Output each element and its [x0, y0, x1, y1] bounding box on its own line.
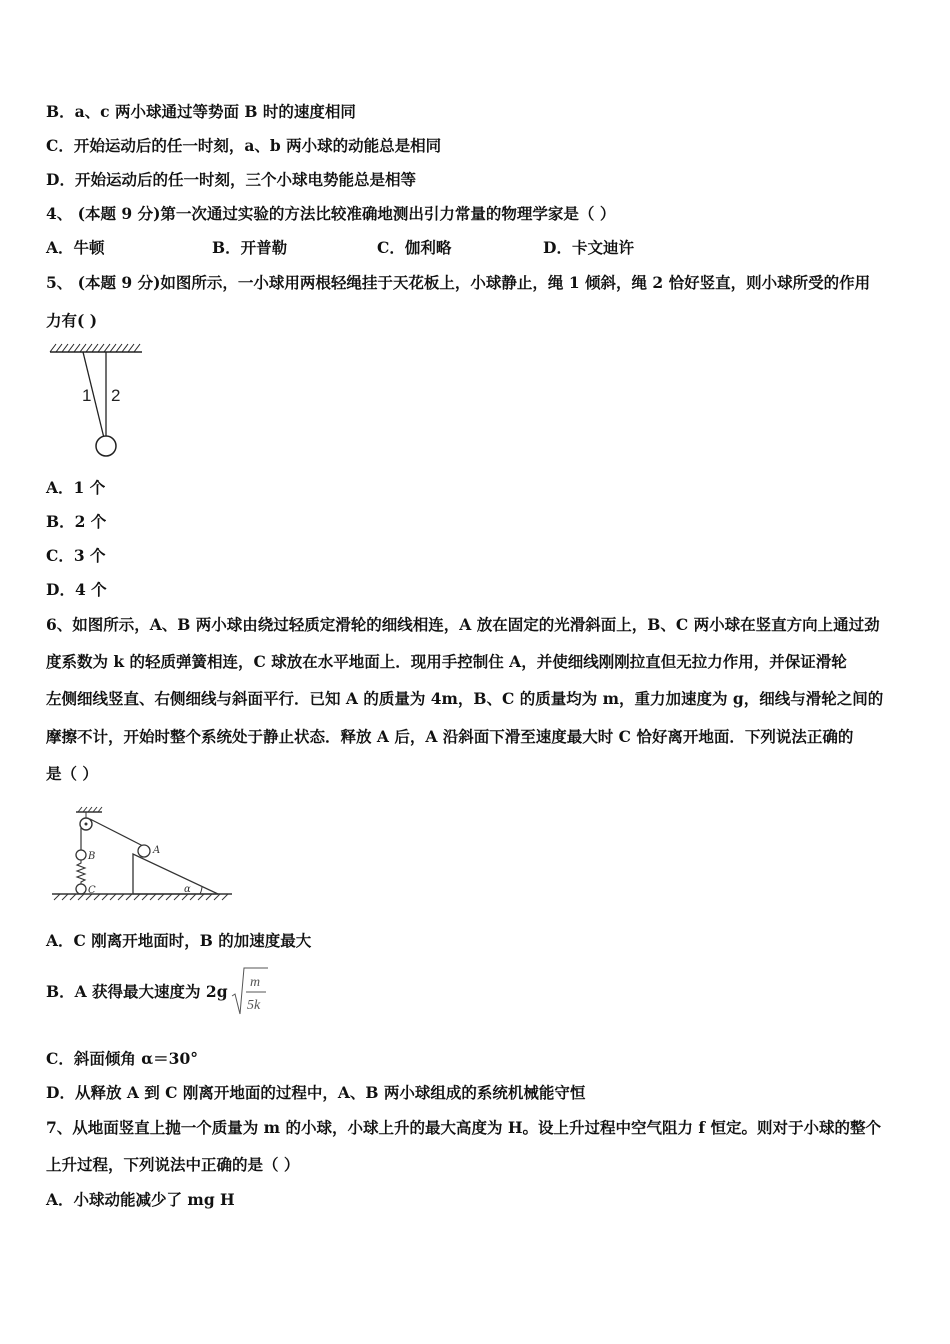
q7-option-a: A．小球动能减少了 mg H	[46, 1190, 235, 1209]
rope-to-a	[90, 819, 143, 846]
q6-option-b-sqrt	[230, 966, 270, 1018]
q3-option-b: B．a、c 两小球通过等势面 B 时的速度相同	[46, 102, 356, 121]
q6-stem-line1: 6、如图所示，A、B 两小球由绕过轻质定滑轮的细线相连，A 放在固定的光滑斜面上，B、C 两小球在竖直方向上通过劲	[46, 615, 880, 634]
pulley-support	[76, 807, 102, 818]
q6-stem-line5: 是（ ）	[46, 764, 98, 783]
q7-stem-line2: 上升过程，下列说法中正确的是（ ）	[46, 1155, 300, 1174]
q3-option-c: C．开始运动后的任一时刻，a、b 两小球的动能总是相同	[46, 136, 442, 155]
q6-option-b	[46, 966, 270, 1018]
q5-stem-line1: 5、 (本题 9 分)如图所示，一小球用两根轻绳挂于天花板上，小球静止，绳 1 倾斜，绳 2 恰好竖直，则小球所受的作用	[46, 273, 871, 292]
q6-option-c: C．斜面倾角 α＝30°	[46, 1049, 198, 1068]
ball-c-label: C	[88, 885, 96, 896]
ball	[96, 436, 116, 456]
q5-option-a: A．1 个	[46, 478, 106, 497]
q4-option-b: B．开普勒	[212, 238, 288, 257]
ball-a-label: A	[153, 845, 161, 856]
q4-stem: 4、 (本题 9 分)第一次通过实验的方法比较准确地测出引力常量的物理学家是（ ）	[46, 204, 616, 223]
q5-stem-line2: 力有( )	[46, 311, 98, 330]
q4-option-a: A．牛顿	[46, 238, 105, 257]
q6-option-a: A．C 刚离开地面时，B 的加速度最大	[46, 931, 312, 950]
q5-figure-hanging-ball	[46, 340, 146, 462]
q5-option-d: D．4 个	[46, 580, 107, 599]
ball-b	[76, 850, 86, 860]
q3-option-d: D．开始运动后的任一时刻，三个小球电势能总是相等	[46, 170, 416, 189]
q6-stem-line2: 度系数为 k 的轻质弹簧相连，C 球放在水平地面上．现用手控制住 A，并使细线刚刚拉直但无拉力作用，并保证滑轮	[46, 652, 847, 671]
ground-hatch	[52, 894, 232, 900]
ceiling-hatch	[50, 344, 142, 352]
q6-stem-line3: 左侧细线竖直、右侧细线与斜面平行．已知 A 的质量为 4m，B、C 的质量均为 m，重力加速度为 g，细线与滑轮之间的	[46, 689, 884, 708]
q6-option-d: D．从释放 A 到 C 刚离开地面的过程中，A、B 两小球组成的系统机械能守恒	[46, 1083, 586, 1102]
ball-a	[138, 845, 150, 857]
q4-option-d: D．卡文迪许	[543, 238, 634, 257]
rope-1-label: 1	[82, 386, 92, 405]
q7-stem-line1: 7、从地面竖直上抛一个质量为 m 的小球，小球上升的最大高度为 H。设上升过程中空气阻力 f 恒定。则对于小球的整个	[46, 1118, 881, 1137]
q4-options	[46, 238, 846, 258]
q5-option-c: C．3 个	[46, 546, 106, 565]
sqrt-numerator: m	[249, 975, 260, 990]
ball-c	[76, 884, 86, 894]
q5-option-b: B．2 个	[46, 512, 107, 531]
incline	[133, 854, 218, 894]
rope-2-label: 2	[111, 386, 121, 405]
spring	[77, 860, 85, 884]
q6-figure-pulley-incline	[50, 806, 234, 908]
q6-option-b-text: B．A 获得最大速度为 2g	[46, 982, 228, 1001]
sqrt-denominator: 5k	[246, 998, 260, 1013]
q6-stem-line4: 摩擦不计，开始时整个系统处于静止状态．释放 A 后，A 沿斜面下滑至速度最大时 C 恰好离开地面．下列说法正确的	[46, 727, 854, 746]
angle-label: α	[184, 884, 191, 895]
q4-option-c: C．伽利略	[377, 238, 452, 257]
ball-b-label: B	[88, 851, 96, 862]
